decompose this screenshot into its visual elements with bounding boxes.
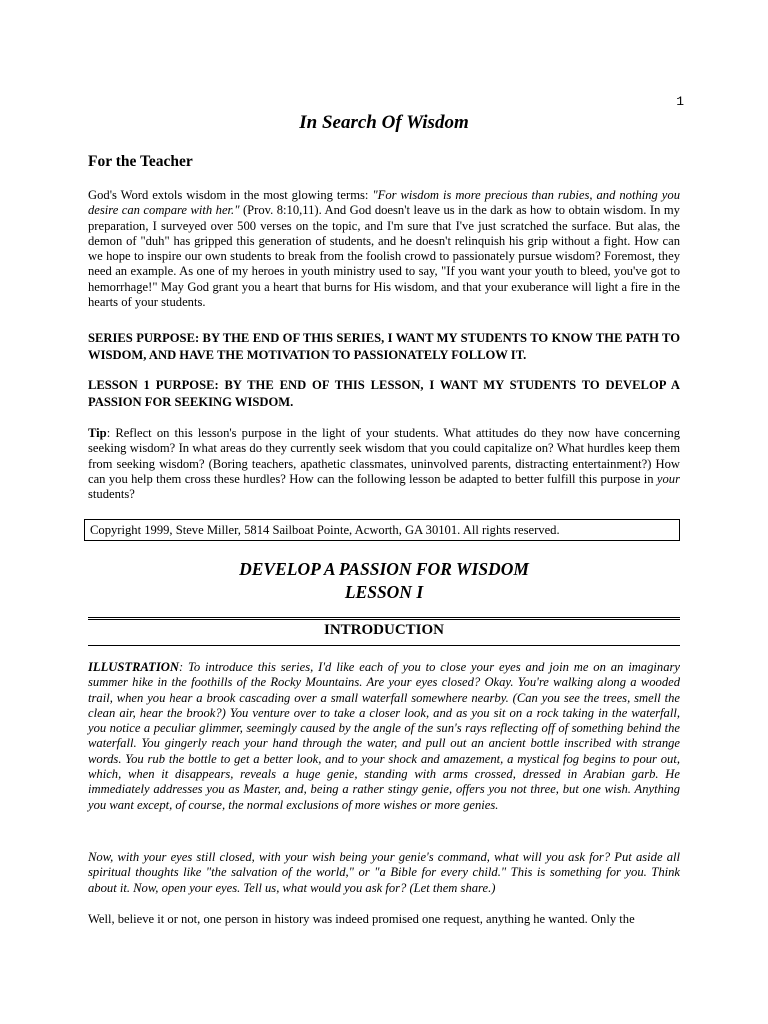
intro-text-rest: (Prov. 8:10,11). And God doesn't leave us in the dark as how to obtain wisdom. In my preparation, I surveyed over 500 verses on the topic, and I'm sure that I've just scratched the surface. But alas, the demon of "duh" has gripped this generation of students, and he doesn't relinquish his grip without a fight. How can we hope to inspire our own students to break from the foolish crowd to passionately pursue wisdom? Foremost, they need an example. As one of my heroes in youth ministry used to say, "If you want your youth to bleed, you've got to hemorrhage!" May God grant you a heart that burns for His wisdom, and that your exuberance will light a fire in the hearts of your students. <box>88 203 680 310</box>
series-purpose: SERIES PURPOSE: BY THE END OF THIS SERIES, I WANT MY STUDENTS TO KNOW THE PATH TO WISDOM, AND HAVE THE MOTIVATION TO PASSIONATELY FOLLOW IT. <box>88 331 680 362</box>
intro-scripture-quote: "For wisdom is more precious than rubies, and nothing you desire can compare with her." <box>88 188 680 218</box>
illustration-label: ILLUSTRATION <box>88 660 179 674</box>
section-rule-top <box>88 617 680 620</box>
tip-paragraph <box>88 426 680 502</box>
wish-paragraph: Now, with your eyes still closed, with your wish being your genie's command, what will you ask for? Put aside all spiritual thoughts like "the salvation of the world," or "a Bible for every child." This is something for you. Think about it. Now, open your eyes. Tell us, what would you ask for? (Let them share.) <box>88 850 680 895</box>
teacher-heading: For the Teacher <box>88 153 193 170</box>
illustration-text: : To introduce this series, I'd like each of you to close your eyes and join me on an imaginary summer hike in the foothills of the Rocky Mountains. Are your eyes closed? Okay. You're walking along a wooded trail, when you hear a brook cascading over a small waterfall somewhere nearby. (Can you see the trees, smell the clean air, hear the brook?) You venture over to take a closer look, and as you sit on a rock taking in the waterfall, you notice a peculiar glimmer, seemingly caused by the angle of the sun's rays reflecting off of something behind the waterfall. You gingerly reach your hand through the water, and pull out an ancient bottle inscribed with strange words. You rub the bottle to get a better look, and to your shock and amazement, a mystical fog begins to pour out, which, when it disappears, reveals a huge genie, standing with arms crossed, dressed in Arabian garb. He immediately addresses you as Master, and, being a rather stingy genie, offers you not three, but one wish. Anything you want except, of course, the normal exclusions of more wishes or more genies. <box>88 660 680 812</box>
tip-emphasis: your <box>656 471 680 486</box>
copyright-box: Copyright 1999, Steve Miller, 5814 Sailboat Pointe, Acworth, GA 30101. All rights reserved. <box>84 519 680 541</box>
teacher-intro-paragraph <box>88 188 680 310</box>
illustration-paragraph <box>88 660 680 813</box>
tip-text: : Reflect on this lesson's purpose in the light of your students. What attitudes do they now have concerning seeking wisdom? In what areas do they currently seek wisdom that you could capitalize on? What hurdles keep them from seeking wisdom? (Boring teachers, apathetic classmates, uninvolved parents, distracting entertainment?) How can you help them cross these hurdles? How can the following lesson be adapted to better fulfill this purpose in <box>88 426 680 486</box>
lesson-title-line2: LESSON I <box>344 582 424 602</box>
section-rule-bottom <box>88 645 680 646</box>
section-heading: INTRODUCTION <box>323 622 444 638</box>
page-number: 1 <box>676 94 684 109</box>
lesson-title <box>88 558 680 604</box>
closing-paragraph: Well, believe it or not, one person in history was indeed promised one request, anything he wanted. Only the <box>88 912 635 926</box>
document-title: In Search Of Wisdom <box>299 112 469 133</box>
lesson-title-line1: DEVELOP A PASSION FOR WISDOM <box>239 559 529 579</box>
lesson-purpose: LESSON 1 PURPOSE: BY THE END OF THIS LESSON, I WANT MY STUDENTS TO DEVELOP A PASSION FOR SEEKING WISDOM. <box>88 378 680 409</box>
intro-text-start: God's Word extols wisdom in the most glowing terms: <box>88 188 373 202</box>
tip-text-end: students? <box>88 487 135 502</box>
tip-label: Tip <box>88 426 107 440</box>
